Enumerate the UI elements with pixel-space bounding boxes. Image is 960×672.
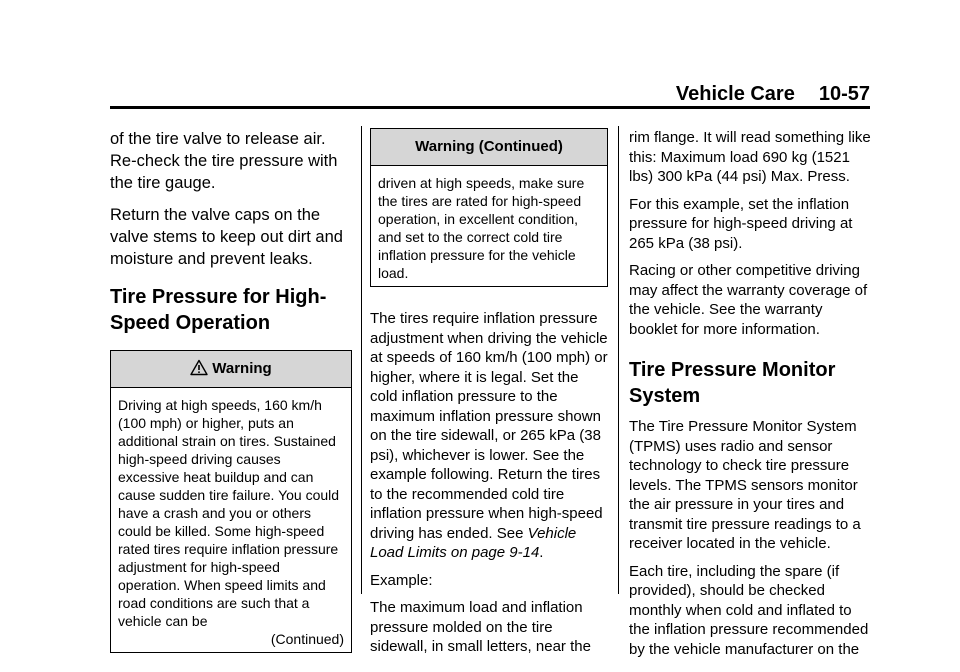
paragraph: The maximum load and inflation pressure molded on the tire sidewall, in small letters, near the (370, 599, 591, 655)
warning-text: Driving at high speeds, 160 km/h (100 mph) or higher, puts an additional strain on tires. Sustained high-speed driving causes excessive heat buildup and can cause sudden tire failure. You could have a crash and you or others could be killed. Some high-speed rated tires require inflation pressure adjustment for high-speed operation. When speed limits and road conditions are such that a vehicle can be (118, 397, 340, 629)
paragraph-end: . (539, 544, 544, 561)
warning-box (110, 350, 352, 653)
paragraph: Return the valve caps on the valve stems to keep out dirt and moisture and prevent leaks. (110, 206, 343, 268)
column-divider-2 (618, 126, 619, 594)
paragraph: The Tire Pressure Monitor System (TPMS) uses radio and sensor technology to check tire pressure levels. The TPMS sensors monitor the air pressure in your tires and transmit tire pressure readings to a receiver located in the vehicle. (629, 418, 861, 552)
column-1 (110, 128, 352, 665)
paragraph: For this example, set the inflation pressure for high-speed driving at 265 kPa (38 psi). (629, 195, 853, 252)
continued-label: (Continued) (270, 631, 344, 647)
warning-body (371, 166, 607, 286)
paragraph: rim flange. It will read something like this: Maximum load 690 kg (1521 lbs) 300 kPa (44 psi) Max. Press. (629, 129, 871, 185)
paragraph (370, 309, 608, 563)
warning-body (111, 388, 351, 652)
paragraph: Example: (370, 571, 433, 589)
warning-box-continued (370, 128, 608, 287)
header-rule (110, 106, 870, 109)
page-number: 10-57 (818, 83, 870, 105)
warning-text: driven at high speeds, make sure the tires are rated for high-speed operation, in excellent condition, and set to the correct cold tire inflation pressure for the vehicle load. (378, 175, 585, 281)
paragraph: Each tire, including the spare (if provided), should be checked monthly when cold and inflated to the inflation pressure recommended by the vehicle manufacturer on the (629, 562, 869, 658)
section-title: Vehicle Care (675, 83, 795, 105)
paragraph-text: The tires require inflation pressure adjustment when driving the vehicle at speeds of 160 km/h (100 mph) or higher, where it is legal. Set the cold inflation pressure to the maximum inflation pressure shown on the tire sidewall, or 265 kPa (38 psi), whichever is lower. See the example following. Return the tires to the recommended cold tire inflation pressure when high-speed driving has ended. See (370, 310, 608, 542)
paragraph: Racing or other competitive driving may affect the warranty coverage of the vehicle. See the warranty booklet for more information. (629, 262, 868, 338)
section-heading: Tire Pressure Monitor System (629, 359, 836, 407)
column-2 (370, 128, 608, 665)
warning-header (111, 351, 351, 388)
warning-title: Warning (212, 360, 272, 377)
section-heading: Tire Pressure for High-Speed Operation (110, 286, 327, 334)
paragraph: of the tire valve to release air. Re-check the tire pressure with the tire gauge. (110, 130, 338, 192)
warning-header: Warning (Continued) (371, 129, 607, 166)
column-3 (629, 128, 873, 667)
column-divider-1 (361, 126, 362, 594)
page-header (110, 82, 870, 106)
cross-reference: Vehicle Load Limits on page 9-14 (370, 524, 577, 561)
warning-triangle-icon (190, 354, 208, 390)
